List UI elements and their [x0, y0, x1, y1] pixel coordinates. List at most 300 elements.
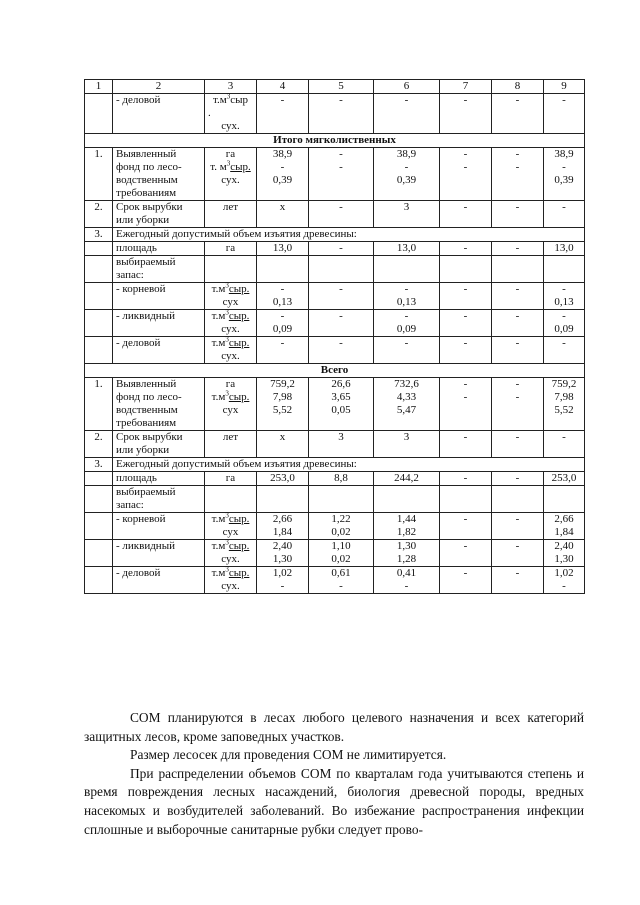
- cell-line: сух: [222, 296, 239, 308]
- cell-line: 13,0: [272, 242, 293, 254]
- table-cell: [374, 337, 440, 364]
- cell-line: 759,2: [551, 378, 577, 390]
- cell-line: 0,13: [396, 296, 417, 308]
- cell-line: 13,0: [396, 242, 417, 254]
- table-body: [85, 80, 585, 594]
- table-row: [85, 540, 585, 567]
- cell-line: 1,02: [272, 567, 293, 579]
- table-cell: [205, 540, 257, 567]
- row-number: 3.: [85, 458, 113, 472]
- cell-line: -: [280, 161, 285, 173]
- table-cell: [257, 378, 309, 431]
- table-cell: [440, 94, 492, 134]
- cell-line: сух.: [221, 323, 240, 335]
- cell-line: -: [562, 94, 566, 106]
- cell-line: -: [463, 513, 468, 525]
- cell-line: площадь: [116, 242, 157, 254]
- table-cell: [440, 431, 492, 458]
- cell-line: $т.м^3сыр$: [213, 92, 248, 106]
- column-header: 8: [492, 80, 544, 94]
- table-cell: [309, 283, 374, 310]
- cell-line: сух.: [221, 174, 240, 186]
- cell-line: -: [562, 580, 566, 592]
- table-cell: [440, 310, 492, 337]
- table-cell: [85, 486, 113, 513]
- table-row: [85, 310, 585, 337]
- cell-line: 1,30: [272, 553, 293, 565]
- cell-line: -: [515, 337, 520, 349]
- column-header: 5: [309, 80, 374, 94]
- table-cell: [309, 540, 374, 567]
- cell-line: -: [562, 337, 566, 349]
- table-cell: [492, 513, 544, 540]
- cell-line: -: [515, 161, 520, 173]
- cell-line: 7,98: [554, 391, 574, 403]
- cell-line: 5,47: [396, 404, 417, 416]
- table-cell: [544, 94, 585, 134]
- table-cell: [374, 201, 440, 228]
- table-cell: [85, 242, 113, 256]
- table-cell: [205, 148, 257, 201]
- table-cell: [85, 310, 113, 337]
- table-row: [85, 242, 585, 256]
- cell-line: -: [339, 310, 343, 322]
- table-row: [85, 148, 585, 201]
- table-cell: [544, 567, 585, 594]
- cell-line: -: [515, 283, 520, 295]
- table-cell: [85, 337, 113, 364]
- paragraph: СОМ планируются в лесах любого целевого назначения и всех категорий защитных лесов, кроме заповедных участков.: [84, 710, 584, 744]
- table-cell: [309, 201, 374, 228]
- column-header: 4: [257, 80, 309, 94]
- table-cell: [205, 567, 257, 594]
- cell-line: 0,09: [554, 323, 574, 335]
- table-row: [85, 472, 585, 486]
- cell-line: га: [225, 378, 236, 390]
- cell-line: 13,0: [554, 242, 574, 254]
- table-cell: [544, 337, 585, 364]
- table-cell: [257, 540, 309, 567]
- table-cell: [492, 148, 544, 201]
- group-title: Ежегодный допустимый объем изъятия древесины:: [113, 228, 585, 242]
- cell-line: сух: [222, 404, 239, 416]
- table-cell: [257, 94, 309, 134]
- table-cell: [205, 513, 257, 540]
- group-header-row: [85, 228, 585, 242]
- table-cell: [113, 431, 205, 458]
- cell-line: -: [404, 310, 409, 322]
- cell-line: 0,09: [272, 323, 293, 335]
- column-header: 6: [374, 80, 440, 94]
- cell-line: Выявленный: [116, 148, 177, 160]
- cell-line: Срок вырубки: [116, 431, 183, 443]
- table-cell: [309, 337, 374, 364]
- cell-line: водственным: [116, 174, 178, 186]
- cell-line: $т.м^3сыр$.: [211, 565, 250, 579]
- table-cell: [440, 242, 492, 256]
- cell-line: -: [515, 472, 520, 484]
- cell-line: 1.: [94, 378, 103, 390]
- table-cell: [205, 472, 257, 486]
- table-row: [85, 513, 585, 540]
- table-cell: [374, 540, 440, 567]
- cell-line: Выявленный: [116, 378, 177, 390]
- table-cell: [85, 567, 113, 594]
- cell-line: - деловой: [116, 337, 161, 349]
- cell-line: х: [279, 431, 286, 443]
- cell-line: 1,22: [331, 513, 351, 525]
- table-cell: [205, 256, 257, 283]
- table-row: [85, 431, 585, 458]
- cell-line: -: [515, 310, 520, 322]
- table-cell: [492, 201, 544, 228]
- cell-line: сух: [222, 526, 239, 538]
- table-cell: [374, 486, 440, 513]
- table-cell: [85, 256, 113, 283]
- table-cell: [257, 148, 309, 201]
- cell-line: 1,82: [396, 526, 417, 538]
- table-cell: [257, 310, 309, 337]
- cell-line: 253,0: [270, 472, 295, 484]
- cell-line: 26,6: [331, 378, 351, 390]
- column-header: 2: [113, 80, 205, 94]
- cell-line: 2.: [94, 431, 103, 443]
- table-cell: [205, 431, 257, 458]
- table-cell: [440, 378, 492, 431]
- cell-line: 0,39: [554, 174, 574, 186]
- cell-line: 3: [338, 431, 344, 443]
- cell-line: требованиям: [116, 417, 177, 429]
- table-cell: [492, 567, 544, 594]
- table-cell: [544, 256, 585, 283]
- cell-line: -: [562, 310, 566, 322]
- section-title: Всего: [85, 364, 585, 378]
- cell-line: -: [562, 283, 566, 295]
- cell-line: -: [515, 148, 520, 160]
- section-title: Итого мягколиственных: [85, 134, 585, 148]
- cell-line: водственным: [116, 404, 178, 416]
- cell-line: 2,66: [272, 513, 293, 525]
- table-cell: [374, 242, 440, 256]
- cell-line: -: [280, 310, 285, 322]
- cell-line: -: [515, 513, 520, 525]
- table-cell: [492, 472, 544, 486]
- cell-line: -: [404, 337, 409, 349]
- table-cell: [309, 486, 374, 513]
- table-cell: [113, 513, 205, 540]
- table-cell: [309, 513, 374, 540]
- cell-line: -: [515, 540, 520, 552]
- table-row: [85, 486, 585, 513]
- table-cell: [544, 513, 585, 540]
- cell-line: Срок вырубки: [116, 201, 183, 213]
- table-cell: [205, 94, 257, 134]
- cell-line: 1,28: [396, 553, 417, 565]
- table-cell: [374, 472, 440, 486]
- cell-line: 0,09: [396, 323, 417, 335]
- table-cell: [544, 378, 585, 431]
- cell-line: -: [339, 148, 343, 160]
- cell-line: 2,66: [554, 513, 574, 525]
- cell-line: -: [280, 580, 285, 592]
- table-cell: [440, 337, 492, 364]
- cell-line: 253,0: [551, 472, 577, 484]
- cell-line: лет: [222, 431, 239, 443]
- table-cell: [309, 242, 374, 256]
- section-header-row: [85, 134, 585, 148]
- cell-line: $т.м^3сыр$.: [211, 389, 250, 403]
- table-cell: [440, 201, 492, 228]
- cell-line: - корневой: [116, 283, 166, 295]
- table-row: [85, 94, 585, 134]
- cell-line: -: [515, 391, 520, 403]
- table-cell: [257, 256, 309, 283]
- cell-line: 0,61: [331, 567, 351, 579]
- table-cell: [374, 513, 440, 540]
- table-cell: [85, 431, 113, 458]
- cell-line: -: [404, 580, 409, 592]
- table-row: [85, 567, 585, 594]
- table-cell: [440, 256, 492, 283]
- forest-data-table: [84, 79, 585, 594]
- table-row: [85, 378, 585, 431]
- table-cell: [492, 431, 544, 458]
- table-cell: [257, 242, 309, 256]
- table-cell: [257, 486, 309, 513]
- cell-line: фонд по лесо-: [116, 161, 182, 173]
- cell-line: -: [463, 161, 468, 173]
- cell-line: сух.: [221, 120, 240, 132]
- table-cell: [113, 242, 205, 256]
- cell-line: 0,41: [396, 567, 417, 579]
- table-cell: [205, 486, 257, 513]
- cell-line: 0,05: [331, 404, 351, 416]
- table-cell: [374, 283, 440, 310]
- cell-line: - деловой: [116, 567, 161, 579]
- cell-line: х: [279, 201, 286, 213]
- cell-line: -: [463, 337, 468, 349]
- cell-line: фонд по лесо-: [116, 391, 182, 403]
- cell-line: 38,9: [272, 148, 293, 160]
- cell-line: -: [463, 242, 468, 254]
- table-cell: [374, 431, 440, 458]
- table-cell: [440, 540, 492, 567]
- table-cell: [309, 378, 374, 431]
- table-cell: [113, 486, 205, 513]
- cell-line: 3,65: [331, 391, 351, 403]
- cell-line: сух.: [221, 580, 240, 592]
- column-header: 7: [440, 80, 492, 94]
- row-number: 3.: [85, 228, 113, 242]
- table-cell: [440, 283, 492, 310]
- cell-line: 1,84: [272, 526, 293, 538]
- table-cell: [544, 431, 585, 458]
- table-cell: [374, 310, 440, 337]
- cell-line: 38,9: [396, 148, 417, 160]
- cell-line: сух.: [221, 553, 240, 565]
- cell-line: 0,13: [554, 296, 574, 308]
- cell-line: -: [463, 94, 468, 106]
- cell-line: -: [339, 94, 343, 106]
- table-cell: [544, 283, 585, 310]
- cell-line: -: [404, 161, 409, 173]
- table-cell: [440, 567, 492, 594]
- cell-line: -: [463, 540, 468, 552]
- cell-line: -: [562, 161, 566, 173]
- cell-line: т. $м^3сыр$.: [210, 159, 251, 173]
- table-cell: [113, 540, 205, 567]
- cell-line: -: [463, 148, 468, 160]
- cell-line: 732,6: [394, 378, 419, 390]
- table-cell: [205, 283, 257, 310]
- table-cell: [85, 148, 113, 201]
- table-cell: [309, 148, 374, 201]
- cell-line: 5,52: [272, 404, 293, 416]
- table-cell: [257, 201, 309, 228]
- table-cell: [113, 337, 205, 364]
- table-cell: [113, 256, 205, 283]
- cell-line: 2,40: [272, 540, 293, 552]
- table-cell: [113, 378, 205, 431]
- table-cell: [440, 148, 492, 201]
- table-cell: [205, 242, 257, 256]
- table-cell: [544, 310, 585, 337]
- table-cell: [309, 567, 374, 594]
- table-cell: [257, 472, 309, 486]
- table-cell: [205, 201, 257, 228]
- cell-line: 759,2: [270, 378, 295, 390]
- cell-line: -: [463, 201, 468, 213]
- cell-line: -: [463, 567, 468, 579]
- cell-line: $т.м^3сыр$.: [211, 511, 250, 525]
- cell-line: или уборки: [116, 444, 170, 456]
- cell-line: -: [339, 337, 343, 349]
- table-cell: [492, 256, 544, 283]
- cell-line: га: [225, 148, 236, 160]
- cell-line: 1,84: [554, 526, 574, 538]
- cell-line: или уборки: [116, 214, 170, 226]
- cell-line: -: [339, 242, 343, 254]
- table-cell: [113, 148, 205, 201]
- table-cell: [205, 337, 257, 364]
- table-cell: [492, 310, 544, 337]
- table-cell: [544, 486, 585, 513]
- cell-line: требованиям: [116, 187, 177, 199]
- cell-line: 1,44: [396, 513, 417, 525]
- table-cell: [113, 472, 205, 486]
- table-cell: [492, 94, 544, 134]
- cell-line: -: [463, 431, 468, 443]
- cell-line: -: [515, 94, 520, 106]
- table-cell: [544, 540, 585, 567]
- cell-line: -: [515, 242, 520, 254]
- cell-line: -: [339, 201, 343, 213]
- cell-line: -: [339, 580, 343, 592]
- cell-line: -: [339, 161, 343, 173]
- cell-line: -: [404, 94, 409, 106]
- paragraph: Размер лесосек для проведения СОМ не лимитируется.: [130, 747, 447, 763]
- table-cell: [85, 472, 113, 486]
- cell-line: -: [463, 472, 468, 484]
- cell-line: -: [463, 283, 468, 295]
- cell-line: -: [404, 283, 409, 295]
- cell-line: 2.: [94, 201, 103, 213]
- table-cell: [544, 242, 585, 256]
- table-cell: [492, 378, 544, 431]
- cell-line: -: [515, 378, 520, 390]
- cell-line: -: [515, 431, 520, 443]
- table-cell: [257, 513, 309, 540]
- cell-line: $т.м^3сыр$.: [211, 308, 250, 322]
- table-cell: [492, 486, 544, 513]
- cell-line: 2,40: [554, 540, 574, 552]
- cell-line: 7,98: [272, 391, 293, 403]
- cell-line: 1,02: [554, 567, 574, 579]
- table-cell: [440, 486, 492, 513]
- table-row: [85, 337, 585, 364]
- table-row: [85, 283, 585, 310]
- cell-line: сух.: [221, 350, 240, 362]
- table-cell: [85, 94, 113, 134]
- table-cell: [309, 472, 374, 486]
- table-cell: [492, 337, 544, 364]
- cell-line: -: [562, 201, 566, 213]
- table-cell: [85, 540, 113, 567]
- table-cell: [544, 201, 585, 228]
- cell-line: -: [463, 391, 468, 403]
- cell-line: -: [463, 378, 468, 390]
- cell-line: 244,2: [394, 472, 419, 484]
- cell-line: -: [515, 567, 520, 579]
- cell-line: 0,02: [331, 526, 351, 538]
- column-header: 9: [544, 80, 585, 94]
- table-cell: [85, 283, 113, 310]
- table-cell: [85, 378, 113, 431]
- table-cell: [440, 472, 492, 486]
- table-cell: [492, 540, 544, 567]
- table-cell: [257, 337, 309, 364]
- cell-line: -: [339, 283, 343, 295]
- cell-line: $т.м^3сыр$.: [211, 538, 250, 552]
- cell-line: -: [280, 94, 285, 106]
- body-text: [84, 709, 584, 839]
- cell-line: 0,13: [272, 296, 293, 308]
- table-row: [85, 256, 585, 283]
- cell-line: - ликвидный: [116, 540, 175, 552]
- cell-line: га: [225, 472, 236, 484]
- table-cell: [544, 148, 585, 201]
- cell-line: -: [463, 310, 468, 322]
- table-cell: [85, 201, 113, 228]
- cell-line: выбираемый: [116, 256, 176, 268]
- cell-line: 5,52: [554, 404, 574, 416]
- table-cell: [374, 256, 440, 283]
- cell-line: $т.м^3сыр$.: [211, 335, 250, 349]
- group-title: Ежегодный допустимый объем изъятия древесины:: [113, 458, 585, 472]
- cell-line: запас:: [116, 499, 144, 511]
- table-cell: [113, 201, 205, 228]
- cell-line: -: [515, 201, 520, 213]
- cell-line: 3: [403, 201, 410, 213]
- cell-line: - корневой: [116, 513, 166, 525]
- group-header-row: [85, 458, 585, 472]
- column-header: 3: [205, 80, 257, 94]
- table-cell: [205, 378, 257, 431]
- table-cell: [205, 310, 257, 337]
- column-header: 1: [85, 80, 113, 94]
- table-cell: [309, 431, 374, 458]
- cell-line: -: [280, 283, 285, 295]
